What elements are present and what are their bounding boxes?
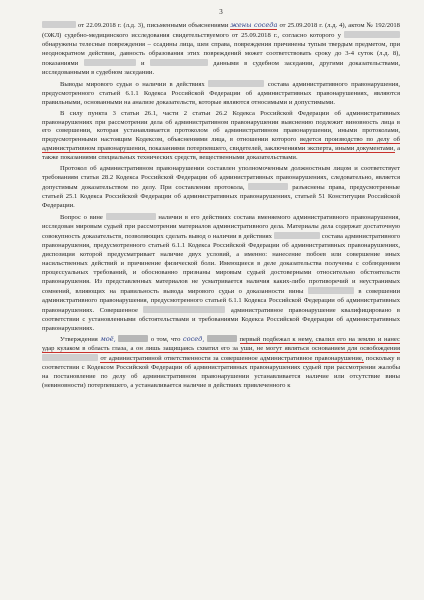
underlined-text: ведется производство по делу об административном правонарушении, показаниями потерпевшего, свидетелей, заключениями эксперта, иными документами, (42, 136, 400, 153)
underlined-text: от административной ответственности за совершенное административное правонарушение, (100, 355, 364, 363)
paragraph-claims: Утверждения моё, о том, что сосед, первый подбежал к нему, свалил его на землю и нанес удар кулаком в область глаза, а он лишь защищаясь схватил его за уши, не могут являться основанием для освобождения от административной ответственности за совершенное административное правонарушение, поскольку в соответствии с Кодексом Российской Федерации об административных правонарушениях судьей при рассмотрении жалобы на постановление по делу об административном правонарушении устанавливается наличие или отсутствие вины (невиновности) потерпевшего, а устанавливается наличие в действиях привлеченного к (42, 335, 400, 390)
paragraph-conclusions: Выводы мирового судьи о наличии в действиях состава административного правонарушения, предусмотренного статьей 6.1.1 Кодекса Российской Федерации об административных правонарушениях, являются правильными, основанными на анализе доказательств, которые являются относимыми и допустимыми. (42, 80, 400, 106)
redaction (207, 335, 237, 342)
paragraph-protocol: Протокол об административном правонарушении составлен уполномоченным должностным лицом и соответствует требованиям статьи 28.2 Кодекса Российской Федерации об административных правонарушениях, следовательно, является допустимым доказательством по делу. При составлении протокола, разъяснены права, предусмотренные статьей 25.1 Кодекса Российской Федерации об административных правонарушениях, статьей 51 Конституции Российской Федерации. (42, 165, 400, 210)
redaction (42, 354, 98, 361)
redaction (274, 232, 320, 239)
redaction (248, 183, 288, 190)
paragraph-guilt: Вопрос о вине наличии в его действиях состава вменяемого административного правонарушения, исследован мировым судьей при рассмотрении материалов административного дела. Материалы дела содержат достаточную совокупность доказательств, позволяющих сделать вывод о наличии в действиях состава административного правонарушения, предусмотренного статьей 6.1.1 Кодекса Российской Федерации об административных правонарушениях, диспозиция которой предусматривает наличие двух условий, а именно: нанесение побоев или совершение иных насильственных действий и причинение физической боли. Имеющиеся в деле доказательства получены с соблюдением процессуальных требований, и обоснованно признаны мировым судьей достоверными относительно обстоятельств правонарушения. Из представленных материалов не усматривается наличия каких-либо противоречий и неустранимых сомнений, влияющих на правильность вывода мирового судьи о доказанности вины в совершении административного правонарушения, предусмотренного статьей 6.1.1 Кодекса Российской Федерации об административных правонарушениях. Совершенное административное правонарушение квалифицировано в соответствии с установленными обстоятельствами и требованиями Кодекса Российской Федерации об административных правонарушениях. (42, 214, 401, 332)
redaction (106, 213, 156, 220)
redaction (344, 31, 400, 38)
redaction (208, 80, 264, 87)
redaction (143, 306, 225, 313)
handwritten-note: сосед, (182, 335, 205, 344)
handwritten-note: жены соседа (230, 21, 278, 29)
redaction (118, 335, 148, 342)
handwritten-note: моё, (100, 335, 116, 344)
paragraph-article-26: В силу пункта 3 статьи 26.1, части 2 статьи 26.2 Кодекса Российской Федерации об административных правонарушениях при рассмотрении дела об административном правонарушении выяснению подлежит виновность лица в его совершении, которая устанавливается протоколом об административном правонарушении, иными протоколами, предусмотренными настоящим Кодексом, объяснениями лица, в отношении которого ведется производство по делу об административном правонарушении, показаниями потерпевшего, свидетелей, заключениями эксперта, иными документами, а также показаниями специальных технических средств, вещественными доказательствами. (42, 109, 401, 162)
redaction (150, 59, 208, 66)
redaction (42, 21, 76, 28)
redaction (308, 287, 354, 294)
paragraph-evidence: от 22.09.2018 г. (л.д. 3), письменными объяснениями жены соседа от 25.09.2018 г. (л.д. 4), актом № 192/2018 (ОЖЛ) судебно-медицинского исследования свидетельствуемого от 25.09.2018 г., согласно которого у обнаружены телесные повреждения – ссадины лица, шеи справа, повреждения причинены тупым твердым предметом, при неоднократном действии, давность образования этих повреждений может соответствовать сроку до 3-4 суток (л.д. 8), показаниями и данными в судебном заседании, другими доказательствами, исследованными в судебном заседании. (42, 21, 400, 76)
redaction (84, 59, 136, 66)
underlined-text: первый подбежал к нему, свалил его на землю и нанес удар кулаком в область глаза, а он лишь защищаясь схватил его за уши, не могут являться основанием для освобождения (42, 336, 400, 353)
page-number: 3 (219, 8, 223, 16)
